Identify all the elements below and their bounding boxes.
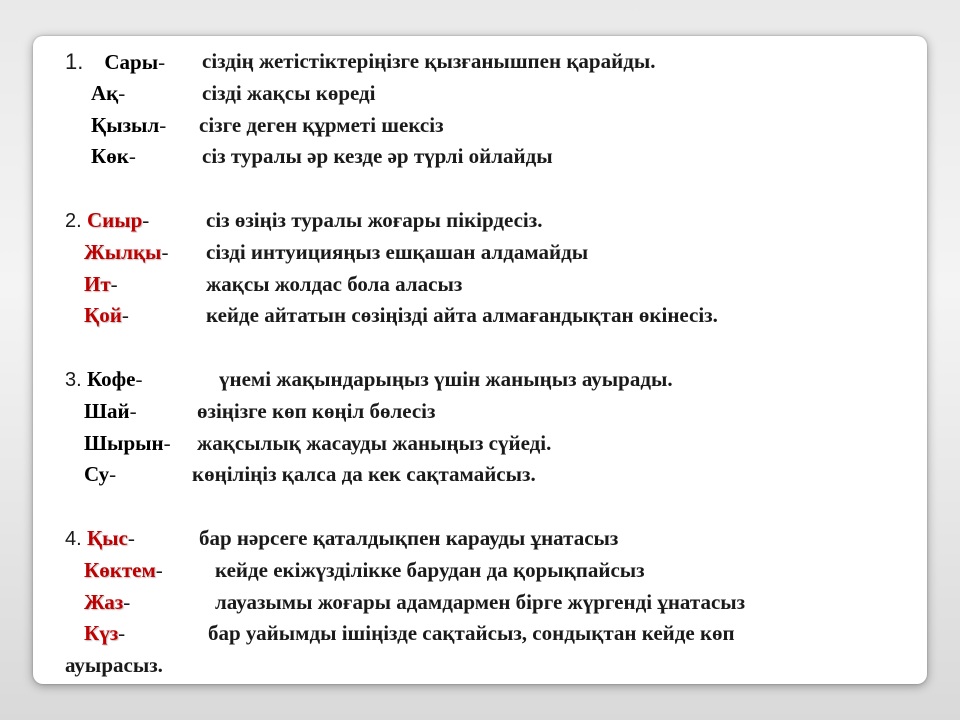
- desc-shyryn: жақсылық жасауды жаныңыз сүйеді.: [197, 430, 552, 455]
- term-koktem: Көктем: [84, 557, 156, 582]
- section-4-line-4: [65, 618, 915, 650]
- section-3-line-3: [65, 428, 915, 460]
- quiz-content: [65, 46, 915, 682]
- term-dash: -: [121, 303, 129, 328]
- section-3-line-1: [65, 364, 915, 396]
- term-shai: Шай: [84, 398, 130, 423]
- desc-aq: сізді жақсы көреді: [202, 80, 376, 105]
- term-dash: -: [161, 239, 169, 264]
- desc-zhylqy: сізді интуицияңыз ешқашан алдамайды: [206, 239, 589, 264]
- term-siyr: Сиыр: [86, 207, 143, 232]
- term-dash: -: [128, 144, 136, 169]
- desc-siyr: сіз өзіңіз туралы жоғары пікірдесіз.: [206, 207, 543, 232]
- term-qoi: Қой: [84, 303, 122, 328]
- section-3-line-4: [65, 459, 915, 491]
- term-qys: Қыс: [86, 525, 128, 550]
- desc-qyzyl: сізге деген құрметі шексіз: [199, 112, 444, 137]
- section-1-line-1: [65, 46, 915, 78]
- desc-kofe: үнемі жақындарыңыз үшін жаныңыз ауырады.: [219, 366, 673, 391]
- section-2-line-2: [65, 237, 915, 269]
- term-dash: -: [135, 366, 143, 391]
- term-dash: -: [123, 589, 131, 614]
- term-dash: -: [118, 80, 126, 105]
- term-aq: Ақ: [91, 80, 119, 105]
- section-4-line-3: [65, 587, 915, 619]
- term-dash: -: [129, 398, 137, 423]
- term-zhylqy: Жылқы: [84, 239, 162, 264]
- section-2-number: 2.: [65, 209, 82, 232]
- section-3-line-2: [65, 396, 915, 428]
- term-dash: -: [163, 430, 171, 455]
- term-shyryn: Шырын: [84, 430, 164, 455]
- desc-kok: сіз туралы әр кезде әр түрлі ойлайды: [202, 144, 553, 169]
- desc-qys: бар нәрсеге қаталдықпен карауды ұнатасыз: [199, 525, 619, 550]
- term-sary: Сары: [104, 50, 159, 74]
- term-su: Су: [84, 462, 110, 487]
- section-1-number: 1.: [65, 49, 84, 74]
- desc-shai: өзіңізге көп көңіл бөлесіз: [197, 398, 436, 423]
- desc-koktem: кейде екіжүзділікке барудан да қорықпайсыз: [215, 557, 645, 582]
- desc-kuz: бар уайымды ішіңізде сақтайсыз, сондықтан кейде көп: [208, 621, 735, 646]
- term-qyzyl: Қызыл: [91, 112, 160, 137]
- term-dash: -: [159, 112, 167, 137]
- term-kok: Көк: [91, 144, 129, 169]
- section-2-line-1: [65, 205, 915, 237]
- section-3-number: 3.: [65, 368, 82, 391]
- term-zhaz: Жаз: [84, 589, 124, 614]
- term-dash: -: [155, 557, 163, 582]
- slide: [33, 36, 927, 684]
- section-2-line-4: [65, 300, 915, 332]
- term-dash: -: [158, 50, 166, 74]
- term-dash: -: [127, 525, 135, 550]
- term-dash: -: [110, 271, 118, 296]
- term-kuz: Күз: [84, 621, 119, 646]
- term-dash: -: [142, 207, 150, 232]
- section-1-line-2: [65, 78, 915, 110]
- section-4-line-1: [65, 523, 915, 555]
- desc-su: көңіліңіз қалса да кек сақтамайсыз.: [192, 462, 536, 487]
- term-dash: -: [118, 621, 126, 646]
- section-4-number: 4.: [65, 527, 82, 550]
- section-4-line-2: [65, 555, 915, 587]
- section-1-line-3: [65, 110, 915, 142]
- term-it: Ит: [84, 271, 111, 296]
- section-2-line-3: [65, 269, 915, 301]
- desc-it: жақсы жолдас бола аласыз: [206, 271, 463, 296]
- term-dash: -: [109, 462, 117, 487]
- term-kofe: Кофе: [86, 366, 136, 391]
- desc-zhaz: лауазымы жоғары адамдармен бірге жүргенді ұнатасыз: [215, 589, 746, 614]
- section-1-line-4: [65, 141, 915, 173]
- desc-qoi: кейде айтатын сөзіңізді айта алмағандықтан өкінесіз.: [206, 303, 718, 328]
- desc-sary: сіздің жетістіктеріңізге қызғанышпен қарайды.: [202, 49, 656, 73]
- desc-kuz-continuation: ауырасыз.: [65, 653, 163, 678]
